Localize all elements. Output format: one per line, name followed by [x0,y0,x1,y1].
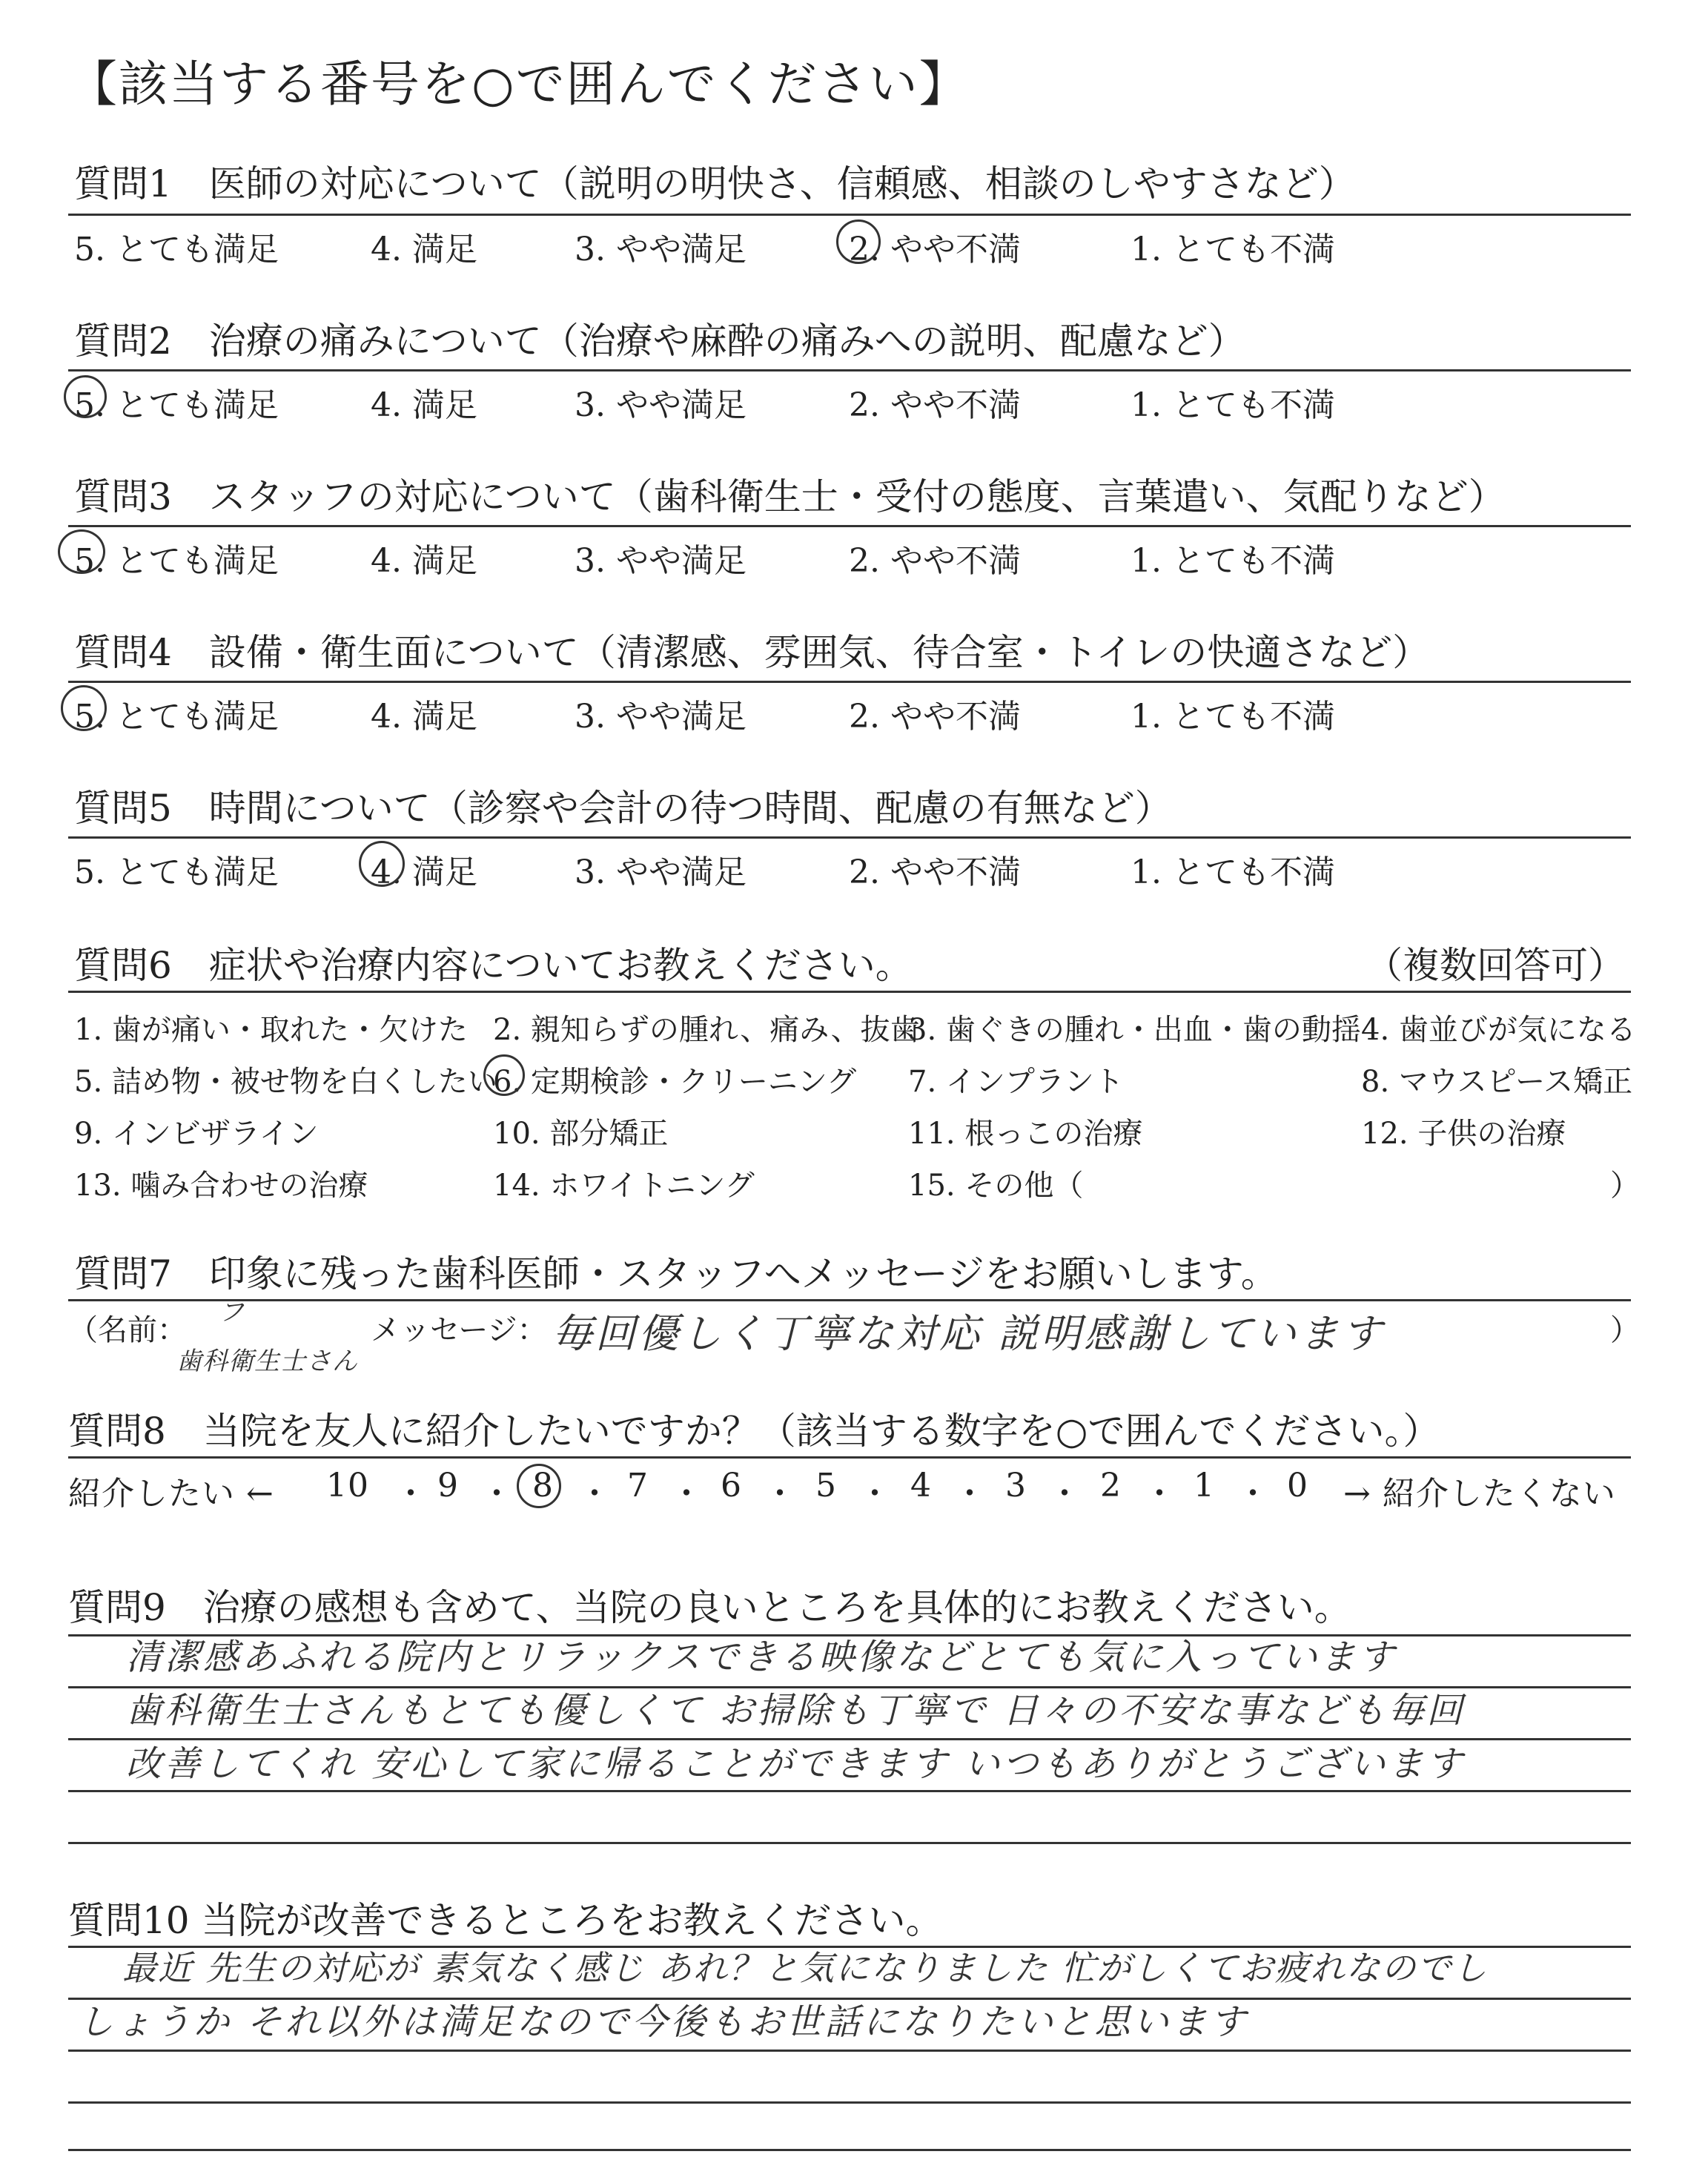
q9-answer-line-2[interactable]: 歯科衛生士さんもとても優しくて お掃除も丁寧で 日々の不安な事なども毎回 [126,1690,1466,1731]
q4-option-3[interactable]: 3. やや満足 [575,698,747,736]
q3-title: 質問3 スタッフの対応について（歯科衛生士・受付の態度、言葉遣い、気配りなど） [74,475,1506,518]
q8-number-7[interactable]: 7 [627,1467,649,1505]
q7-name-mark: フ [219,1298,247,1327]
page-header: 【該当する番号を○で囲んでください】 [68,56,970,113]
q1-title: 質問1 医師の対応について（説明の明快さ、信頼感、相談のしやすさなど） [74,162,1356,205]
q8-right-label: → 紹介したくない [1343,1475,1616,1513]
q4-title: 質問4 設備・衛生面について（清潔感、雰囲気、待合室・トイレの快適さなど） [74,631,1430,674]
q8-number-5[interactable]: 5 [815,1467,837,1505]
q7-name-handwritten[interactable]: 歯科衛生士さん [176,1347,358,1376]
q2-divider [68,369,1631,371]
q6-item-3[interactable]: 3. 歯ぐきの腫れ・出血・歯の動揺 [908,1013,1361,1047]
q8-number-2[interactable]: 2 [1100,1467,1122,1505]
q8-dot: ・ [394,1475,428,1513]
q7-name-label: （名前： [68,1313,187,1347]
q10-title: 質問10 当院が改善できるところをお教えください。 [68,1899,943,1942]
q8-dot: ・ [953,1475,987,1513]
q6-selection-circle [483,1054,525,1096]
q3-option-1[interactable]: 1. とても不満 [1131,542,1335,580]
q10-answer-line-2[interactable]: しょうか それ以外は満足なので今後もお世話になりたいと思います [78,2001,1249,2043]
q6-item-13[interactable]: 13. 噛み合わせの治療 [74,1169,368,1203]
q1-option-3[interactable]: 3. やや満足 [575,231,747,268]
q8-dot: ・ [1048,1475,1082,1513]
q4-option-2[interactable]: 2. やや不満 [849,698,1021,736]
q4-option-4[interactable]: 4. 満足 [371,698,477,736]
q9-line-4 [68,1790,1631,1792]
q7-divider [68,1299,1631,1301]
q8-dot: ・ [670,1475,704,1513]
q3-option-2[interactable]: 2. やや不満 [849,542,1021,580]
q6-item-15-close: ） [1610,1169,1640,1203]
q3-option-5[interactable]: 5. とても満足 [74,542,279,580]
q9-answer-line-3[interactable]: 改善してくれ 安心して家に帰ることができます いつもありがとうございます [126,1743,1466,1785]
q6-item-1[interactable]: 1. 歯が痛い・取れた・欠けた [74,1013,468,1047]
q2-option-5[interactable]: 5. とても満足 [74,386,279,424]
q5-divider [68,836,1631,839]
q8-number-3[interactable]: 3 [1005,1467,1027,1505]
q8-number-6[interactable]: 6 [721,1467,742,1505]
q7-close-paren: ） [1610,1313,1640,1347]
q8-dot: ・ [1237,1475,1270,1513]
q3-option-4[interactable]: 4. 満足 [371,542,477,580]
q5-option-1[interactable]: 1. とても不満 [1131,853,1335,891]
q8-number-9[interactable]: 9 [437,1467,459,1505]
q8-divider [68,1456,1631,1459]
q2-option-1[interactable]: 1. とても不満 [1131,386,1335,424]
q6-item-8[interactable]: 8. マウスピース矯正 [1361,1065,1633,1099]
q10-line-3 [68,2050,1631,2052]
q2-title: 質問2 治療の痛みについて（治療や麻酔の痛みへの説明、配慮など） [74,320,1245,363]
q1-selection-circle [836,219,881,264]
q2-selection-circle [64,375,107,418]
q6-title: 質問6 症状や治療内容についてお教えください。 [74,944,913,987]
q7-message-handwritten[interactable]: 毎回優しく丁寧な対応 説明感謝しています [552,1310,1386,1357]
q4-divider [68,681,1631,683]
q4-selection-circle [61,685,107,731]
q5-selection-circle [359,841,405,887]
q10-line-4 [68,2101,1631,2104]
q8-number-8[interactable]: 8 [532,1467,554,1505]
q8-dot: ・ [858,1475,892,1513]
q6-item-2[interactable]: 2. 親知らずの腫れ、痛み、抜歯 [493,1013,920,1047]
q5-option-4[interactable]: 4. 満足 [371,853,477,891]
q6-item-6[interactable]: 6. 定期検診・クリーニング [493,1065,857,1099]
q10-answer-line-1[interactable]: 最近 先生の対応が 素気なく感じ あれ？と気になりました 忙がしくてお疲れなのでし [122,1948,1489,1988]
q8-dot: ・ [1143,1475,1176,1513]
q8-left-label: 紹介したい ← [68,1475,274,1513]
q7-title: 質問7 印象に残った歯科医師・スタッフへメッセージをお願いします。 [74,1252,1278,1295]
q8-number-4[interactable]: 4 [910,1467,932,1505]
q6-item-4[interactable]: 4. 歯並びが気になる [1361,1013,1636,1047]
q9-answer-line-1[interactable]: 清潔感あふれる院内とリラックスできる映像などとても気に入っています [126,1636,1397,1678]
q1-option-5[interactable]: 5. とても満足 [74,231,279,268]
q2-option-3[interactable]: 3. やや満足 [575,386,747,424]
q6-item-15[interactable]: 15. その他（ [908,1169,1084,1203]
q3-divider [68,525,1631,527]
q5-title: 質問5 時間について（診察や会計の待つ時間、配慮の有無など） [74,787,1172,830]
q8-selection-circle [517,1464,561,1508]
q3-selection-circle [58,529,105,574]
q2-option-2[interactable]: 2. やや不満 [849,386,1021,424]
q9-title: 質問9 治療の感想も含めて、当院の良いところを具体的にお教えください。 [68,1586,1351,1629]
q6-item-5[interactable]: 5. 詰め物・被せ物を白くしたい [74,1065,497,1099]
q8-dot: ・ [764,1475,797,1513]
q4-option-1[interactable]: 1. とても不満 [1131,698,1335,736]
q7-message-label: メッセージ： [371,1313,547,1347]
q4-option-5[interactable]: 5. とても満足 [74,698,279,736]
q8-number-1[interactable]: 1 [1194,1467,1215,1505]
q6-item-9[interactable]: 9. インビザライン [74,1117,319,1151]
q8-dot: ・ [578,1475,612,1513]
q6-item-11[interactable]: 11. 根っこの治療 [908,1117,1143,1151]
q1-option-4[interactable]: 4. 満足 [371,231,477,268]
q6-item-10[interactable]: 10. 部分矯正 [493,1117,669,1151]
q5-option-2[interactable]: 2. やや不満 [849,853,1021,891]
q8-number-10[interactable]: 10 [326,1467,369,1505]
q5-option-3[interactable]: 3. やや満足 [575,853,747,891]
q10-line-5 [68,2149,1631,2151]
q9-line-5 [68,1842,1631,1844]
q5-option-5[interactable]: 5. とても満足 [74,853,279,891]
q8-number-0[interactable]: 0 [1287,1467,1308,1505]
q1-divider [68,214,1631,216]
q6-note: （複数回答可） [1366,944,1625,987]
q6-item-14[interactable]: 14. ホワイトニング [493,1169,755,1203]
q3-option-3[interactable]: 3. やや満足 [575,542,747,580]
q6-item-7[interactable]: 7. インプラント [908,1065,1124,1099]
q6-divider [68,991,1631,993]
q1-option-2[interactable]: 2. やや不満 [849,231,1021,268]
q6-item-12[interactable]: 12. 子供の治療 [1361,1117,1566,1151]
q8-title: 質問8 当院を友人に紹介したいですか？（該当する数字を○で囲んでください。） [68,1410,1440,1453]
q8-dot: ・ [480,1475,514,1513]
q1-option-1[interactable]: 1. とても不満 [1131,231,1335,268]
q2-option-4[interactable]: 4. 満足 [371,386,477,424]
